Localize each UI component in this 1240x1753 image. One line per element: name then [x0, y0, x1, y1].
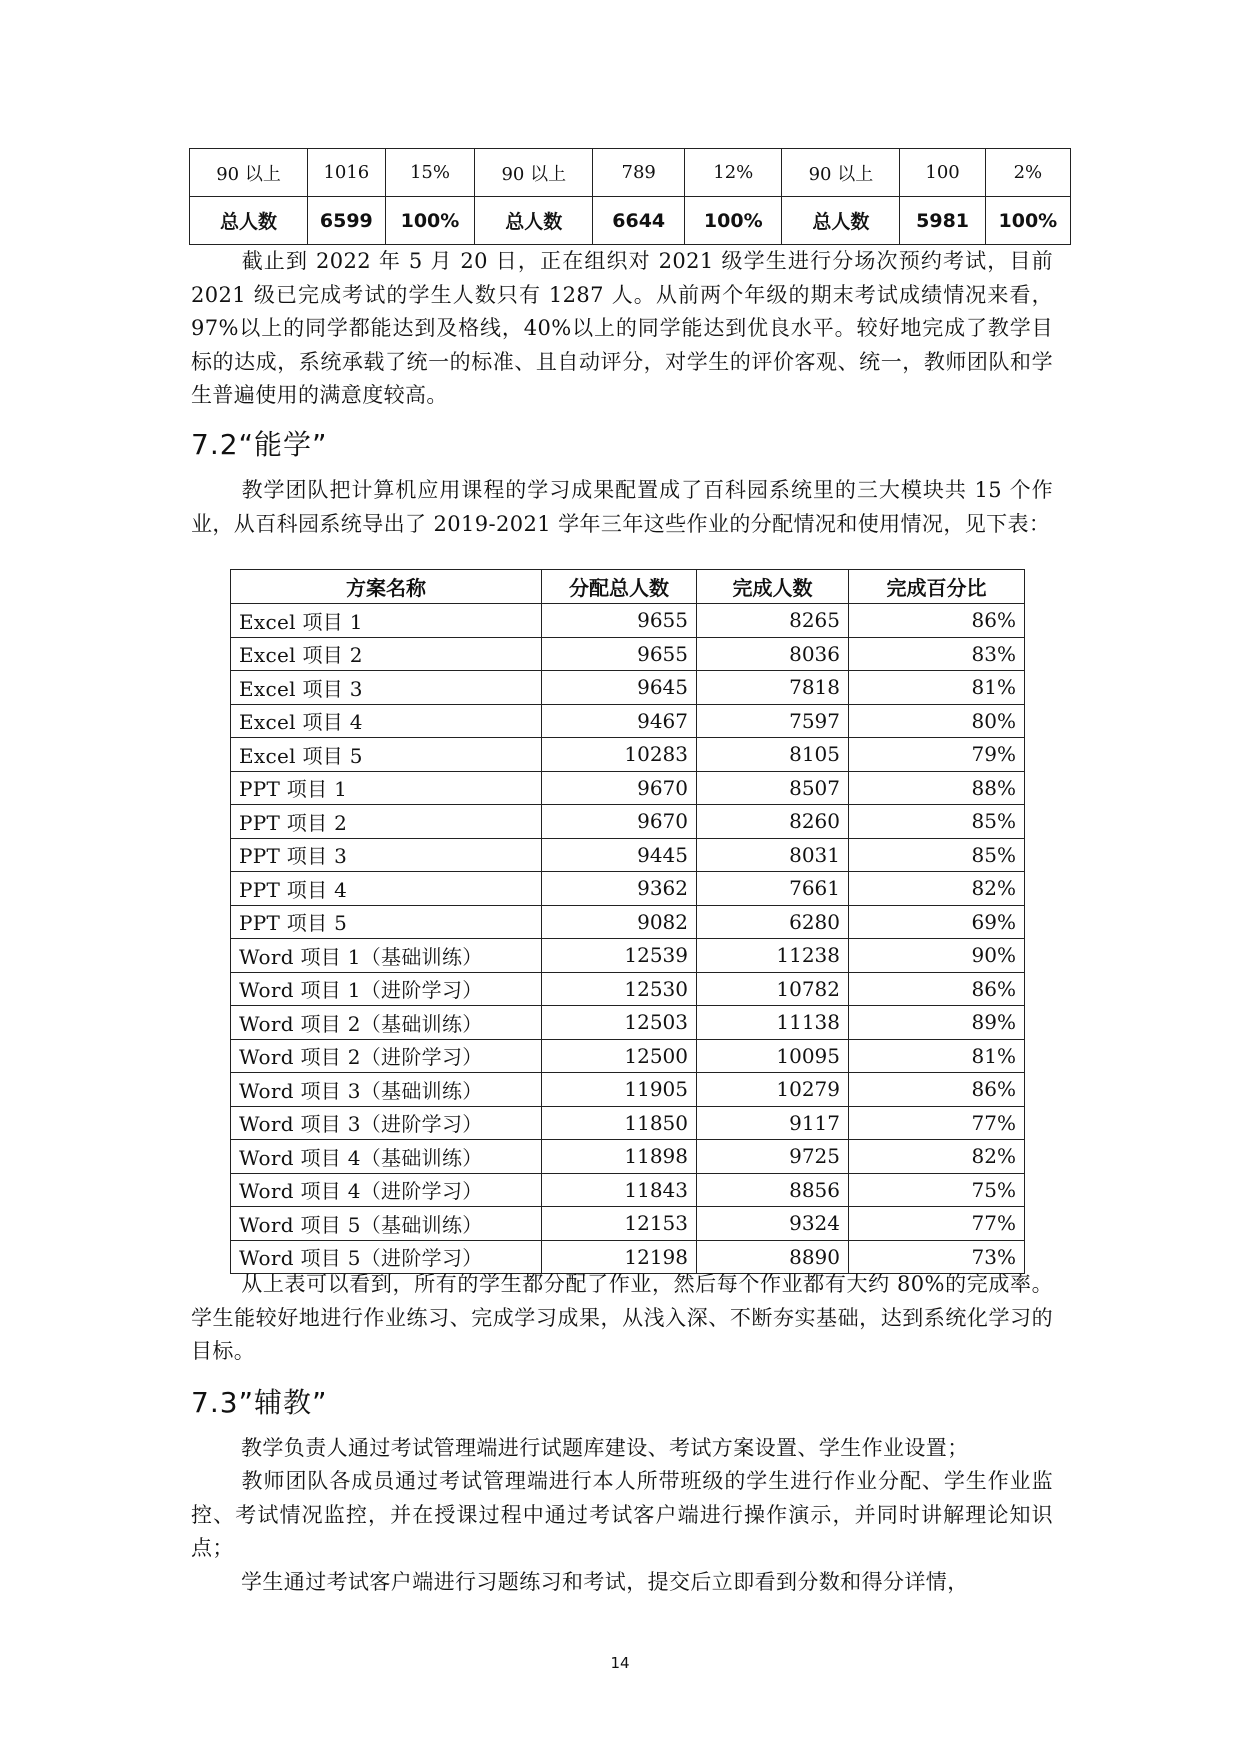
- paragraph-exam-status: 截止到 2022 年 5 月 20 日，正在组织对 2021 级学生进行分场次预约考试，目前 2021 级已完成考试的学生人数只有 1287 人。从前两个年级的期末考试成绩情况来看，97%以上的同学都能达到及格线，40%以上的同学能达到优良水平。较好地完成了教学目标的达成，系统承载了统一的标准、且自动评分，对学生的评价客观、统一，教师团队和学生普遍使用的满意度较高。: [191, 249, 1053, 407]
- table-row: [231, 905, 1025, 939]
- table-header-row: [231, 570, 1025, 604]
- assigned-total-cell: 9655: [542, 604, 697, 638]
- table-row: [231, 1006, 1025, 1040]
- scheme-name-cell: Word 项目 4（基础训练）: [231, 1140, 542, 1174]
- completed-count-cell: 10095: [697, 1039, 849, 1073]
- scheme-name-cell: Excel 项目 1: [231, 604, 542, 638]
- completion-rate-cell: 80%: [849, 704, 1025, 738]
- scheme-name-cell: PPT 项目 1: [231, 771, 542, 805]
- completed-count-cell: 9324: [697, 1207, 849, 1241]
- assigned-total-cell: 12198: [542, 1240, 697, 1274]
- page-number: 14: [610, 1654, 630, 1672]
- table-cell: 789: [593, 149, 685, 197]
- scheme-name-cell: Word 项目 1（进阶学习）: [231, 972, 542, 1006]
- completion-rate-cell: 85%: [849, 805, 1025, 839]
- scheme-name-cell: Word 项目 2（进阶学习）: [231, 1039, 542, 1073]
- scheme-name-cell: Word 项目 5（基础训练）: [231, 1207, 542, 1241]
- table-cell: 90 以上: [190, 149, 308, 197]
- total-row: [190, 197, 1071, 245]
- scheme-name-cell: PPT 项目 5: [231, 905, 542, 939]
- table-cell: 12%: [685, 149, 782, 197]
- assigned-total-cell: 11843: [542, 1173, 697, 1207]
- assigned-total-cell: 11850: [542, 1106, 697, 1140]
- paragraph-student-role: 学生通过考试客户端进行习题练习和考试，提交后立即看到分数和得分详情，: [241, 1570, 969, 1594]
- completion-rate-cell: 79%: [849, 738, 1025, 772]
- completion-rate-cell: 86%: [849, 1073, 1025, 1107]
- completed-count-cell: 10782: [697, 972, 849, 1006]
- scheme-name-cell: Word 项目 3（基础训练）: [231, 1073, 542, 1107]
- completed-count-cell: 8856: [697, 1173, 849, 1207]
- assigned-total-cell: 9082: [542, 905, 697, 939]
- scheme-name-cell: Excel 项目 4: [231, 704, 542, 738]
- section-heading-7-3: 7.3”辅教”: [191, 1386, 328, 1419]
- scheme-name-cell: Word 项目 1（基础训练）: [231, 939, 542, 973]
- table-row: [231, 771, 1025, 805]
- assigned-total-cell: 9655: [542, 637, 697, 671]
- completion-rate-cell: 77%: [849, 1207, 1025, 1241]
- completed-count-cell: 8031: [697, 838, 849, 872]
- table-row: [231, 671, 1025, 705]
- assigned-total-cell: 9670: [542, 805, 697, 839]
- completed-count-cell: 7818: [697, 671, 849, 705]
- completion-rate-cell: 83%: [849, 637, 1025, 671]
- table-cell: 100: [900, 149, 985, 197]
- scheme-name-cell: Word 项目 3（进阶学习）: [231, 1106, 542, 1140]
- completion-rate-cell: 77%: [849, 1106, 1025, 1140]
- completed-count-cell: 8507: [697, 771, 849, 805]
- table-row: [231, 805, 1025, 839]
- scheme-name-cell: Word 项目 5（进阶学习）: [231, 1240, 542, 1274]
- table-cell: 总人数: [782, 197, 900, 245]
- assigned-total-cell: 12153: [542, 1207, 697, 1241]
- assignment-completion-table: [230, 569, 1025, 1274]
- assigned-total-cell: 9362: [542, 872, 697, 906]
- table-row: [231, 704, 1025, 738]
- scheme-name-cell: PPT 项目 2: [231, 805, 542, 839]
- table-cell: 15%: [385, 149, 475, 197]
- scheme-name-cell: Word 项目 4（进阶学习）: [231, 1173, 542, 1207]
- score-band-row: [190, 149, 1071, 197]
- completion-rate-cell: 88%: [849, 771, 1025, 805]
- assigned-total-cell: 11905: [542, 1073, 697, 1107]
- paragraph-lead-role: 教学负责人通过考试管理端进行试题库建设、考试方案设置、学生作业设置；: [241, 1436, 969, 1460]
- assigned-total-cell: 9645: [542, 671, 697, 705]
- scheme-name-cell: Word 项目 2（基础训练）: [231, 1006, 542, 1040]
- table-row: [231, 1073, 1025, 1107]
- scheme-name-cell: Excel 项目 3: [231, 671, 542, 705]
- header-assigned-total: 分配总人数: [542, 570, 697, 604]
- table-row: [231, 637, 1025, 671]
- completion-rate-cell: 86%: [849, 972, 1025, 1006]
- table-cell: 90 以上: [782, 149, 900, 197]
- completion-rate-cell: 90%: [849, 939, 1025, 973]
- header-completed-count: 完成人数: [697, 570, 849, 604]
- completed-count-cell: 9725: [697, 1140, 849, 1174]
- completed-count-cell: 6280: [697, 905, 849, 939]
- table-cell: 100%: [985, 197, 1070, 245]
- completion-rate-cell: 81%: [849, 671, 1025, 705]
- table-cell: 100%: [685, 197, 782, 245]
- completion-rate-cell: 69%: [849, 905, 1025, 939]
- header-completion-rate: 完成百分比: [849, 570, 1025, 604]
- completed-count-cell: 11138: [697, 1006, 849, 1040]
- table-cell: 6644: [593, 197, 685, 245]
- table-row: [231, 939, 1025, 973]
- paragraph-assignment-intro: 教学团队把计算机应用课程的学习成果配置成了百科园系统里的三大模块共 15 个作业，从百科园系统导出了 2019-2021 学年三年这些作业的分配情况和使用情况，见下表：: [191, 478, 1053, 536]
- assigned-total-cell: 9670: [542, 771, 697, 805]
- table-cell: 90 以上: [475, 149, 593, 197]
- table-row: [231, 738, 1025, 772]
- table-row: [231, 838, 1025, 872]
- table-row: [231, 1140, 1025, 1174]
- completion-rate-cell: 73%: [849, 1240, 1025, 1274]
- completion-rate-cell: 86%: [849, 604, 1025, 638]
- completed-count-cell: 8265: [697, 604, 849, 638]
- completed-count-cell: 8105: [697, 738, 849, 772]
- table-row: [231, 1039, 1025, 1073]
- assigned-total-cell: 10283: [542, 738, 697, 772]
- assigned-total-cell: 11898: [542, 1140, 697, 1174]
- completed-count-cell: 11238: [697, 939, 849, 973]
- score-distribution-table-fragment: [189, 148, 1071, 245]
- completed-count-cell: 8036: [697, 637, 849, 671]
- completed-count-cell: 10279: [697, 1073, 849, 1107]
- table-row: [231, 1173, 1025, 1207]
- completion-rate-cell: 89%: [849, 1006, 1025, 1040]
- table-cell: 6599: [308, 197, 386, 245]
- table-row: [231, 604, 1025, 638]
- table-cell: 100%: [385, 197, 475, 245]
- completion-rate-cell: 75%: [849, 1173, 1025, 1207]
- completion-rate-cell: 82%: [849, 872, 1025, 906]
- scheme-name-cell: PPT 项目 3: [231, 838, 542, 872]
- section-heading-7-2: 7.2“能学”: [191, 428, 328, 461]
- completed-count-cell: 7661: [697, 872, 849, 906]
- completed-count-cell: 9117: [697, 1106, 849, 1140]
- table-row: [231, 1106, 1025, 1140]
- table-cell: 5981: [900, 197, 985, 245]
- completed-count-cell: 8890: [697, 1240, 849, 1274]
- table-cell: 2%: [985, 149, 1070, 197]
- table-cell: 1016: [308, 149, 386, 197]
- paragraph-table-summary: 从上表可以看到，所有的学生都分配了作业，然后每个作业都有大约 80%的完成率。学生能较好地进行作业练习、完成学习成果，从浅入深、不断夯实基础，达到系统化学习的目标。: [191, 1272, 1053, 1363]
- table-cell: 总人数: [475, 197, 593, 245]
- table-cell: 总人数: [190, 197, 308, 245]
- table-row: [231, 1207, 1025, 1241]
- completion-rate-cell: 85%: [849, 838, 1025, 872]
- scheme-name-cell: Excel 项目 5: [231, 738, 542, 772]
- scheme-name-cell: PPT 项目 4: [231, 872, 542, 906]
- table-row: [231, 972, 1025, 1006]
- scheme-name-cell: Excel 项目 2: [231, 637, 542, 671]
- header-scheme-name: 方案名称: [231, 570, 542, 604]
- assigned-total-cell: 12530: [542, 972, 697, 1006]
- assigned-total-cell: 9445: [542, 838, 697, 872]
- completed-count-cell: 7597: [697, 704, 849, 738]
- assigned-total-cell: 12500: [542, 1039, 697, 1073]
- table-row: [231, 872, 1025, 906]
- assigned-total-cell: 12503: [542, 1006, 697, 1040]
- completed-count-cell: 8260: [697, 805, 849, 839]
- completion-rate-cell: 81%: [849, 1039, 1025, 1073]
- paragraph-teacher-role: 教师团队各成员通过考试管理端进行本人所带班级的学生进行作业分配、学生作业监控、考试情况监控，并在授课过程中通过考试客户端进行操作演示，并同时讲解理论知识点；: [191, 1469, 1053, 1560]
- assigned-total-cell: 12539: [542, 939, 697, 973]
- completion-rate-cell: 82%: [849, 1140, 1025, 1174]
- assigned-total-cell: 9467: [542, 704, 697, 738]
